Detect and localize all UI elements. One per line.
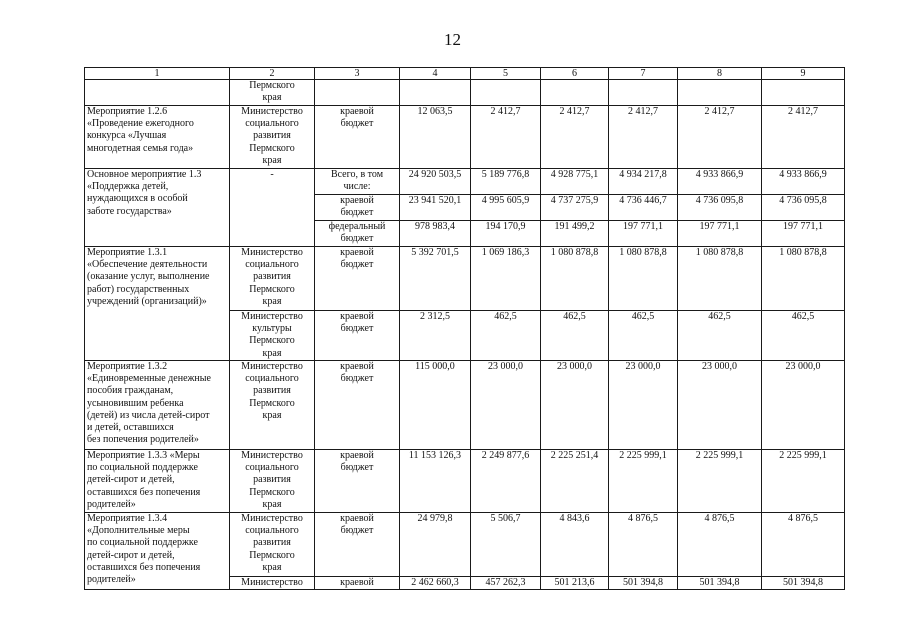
table-row xyxy=(85,513,845,577)
value-cell xyxy=(471,80,541,106)
executor-cell: Министерство xyxy=(230,577,315,590)
value-cell: 2 225 999,1 xyxy=(678,450,762,513)
value-cell: 197 771,1 xyxy=(609,221,678,247)
value-cell: 23 000,0 xyxy=(541,361,609,450)
value-cell: 462,5 xyxy=(762,311,845,361)
header-cell: 7 xyxy=(609,68,678,80)
value-cell: 1 080 878,8 xyxy=(762,247,845,311)
value-cell xyxy=(678,80,762,106)
value-cell: 5 392 701,5 xyxy=(400,247,471,311)
value-cell: 4 934 217,8 xyxy=(609,169,678,195)
executor-cell: Министерство социального развития Пермского края xyxy=(230,361,315,450)
value-cell: 23 000,0 xyxy=(678,361,762,450)
value-cell: 1 080 878,8 xyxy=(678,247,762,311)
header-cell: 6 xyxy=(541,68,609,80)
value-cell: 4 736 095,8 xyxy=(762,195,845,221)
value-cell: 2 412,7 xyxy=(678,106,762,169)
value-cell: 462,5 xyxy=(541,311,609,361)
value-cell: 978 983,4 xyxy=(400,221,471,247)
value-cell: 2 312,5 xyxy=(400,311,471,361)
value-cell: 197 771,1 xyxy=(762,221,845,247)
source-cell: Всего, в том числе: xyxy=(315,169,400,195)
source-cell: краевой бюджет xyxy=(315,361,400,450)
page-number: 12 xyxy=(444,30,461,49)
value-cell: 5 189 776,8 xyxy=(471,169,541,195)
value-cell: 197 771,1 xyxy=(678,221,762,247)
header-cell: 3 xyxy=(315,68,400,80)
table-row xyxy=(85,80,845,106)
executor-cell: Министерство социального развития Пермского края xyxy=(230,450,315,513)
source-cell xyxy=(315,80,400,106)
source-cell: краевой бюджет xyxy=(315,450,400,513)
value-cell: 23 941 520,1 xyxy=(400,195,471,221)
value-cell xyxy=(762,80,845,106)
activity-cell: Мероприятие 1.3.2 «Единовременные денежные пособия гражданам, усыновившим ребенка (детей) из числа детей-сирот и детей, оставшихся без попечения родителей» xyxy=(85,361,230,450)
value-cell xyxy=(609,80,678,106)
header-cell: 5 xyxy=(471,68,541,80)
source-cell: краевой бюджет xyxy=(315,247,400,311)
value-cell: 1 080 878,8 xyxy=(541,247,609,311)
value-cell xyxy=(541,80,609,106)
value-cell: 2 412,7 xyxy=(541,106,609,169)
source-cell: краевой бюджет xyxy=(315,513,400,577)
table-row xyxy=(85,106,845,169)
executor-cell: - xyxy=(230,169,315,247)
value-cell: 24 979,8 xyxy=(400,513,471,577)
value-cell: 11 153 126,3 xyxy=(400,450,471,513)
value-cell: 4 933 866,9 xyxy=(678,169,762,195)
activity-cell xyxy=(85,80,230,106)
table-row xyxy=(85,169,845,195)
value-cell: 462,5 xyxy=(471,311,541,361)
value-cell: 23 000,0 xyxy=(762,361,845,450)
value-cell: 501 394,8 xyxy=(609,577,678,590)
value-cell: 191 499,2 xyxy=(541,221,609,247)
value-cell: 4 843,6 xyxy=(541,513,609,577)
value-cell: 501 213,6 xyxy=(541,577,609,590)
value-cell: 4 933 866,9 xyxy=(762,169,845,195)
activity-cell: Мероприятие 1.3.3 «Меры по социальной поддержке детей-сирот и детей, оставшихся без попечения родителей» xyxy=(85,450,230,513)
executor-cell: Министерство социального развития Пермского края xyxy=(230,247,315,311)
activity-cell: Основное мероприятие 1.3 «Поддержка детей, нуждающихся в особой заботе государства» xyxy=(85,169,230,247)
table-row xyxy=(85,361,845,450)
header-cell: 8 xyxy=(678,68,762,80)
table-row xyxy=(85,450,845,513)
value-cell: 2 225 251,4 xyxy=(541,450,609,513)
value-cell: 462,5 xyxy=(609,311,678,361)
value-cell: 23 000,0 xyxy=(471,361,541,450)
executor-cell: Пермского края xyxy=(230,80,315,106)
value-cell xyxy=(400,80,471,106)
value-cell: 4 876,5 xyxy=(762,513,845,577)
value-cell: 4 737 275,9 xyxy=(541,195,609,221)
value-cell: 4 736 446,7 xyxy=(609,195,678,221)
value-cell: 1 069 186,3 xyxy=(471,247,541,311)
source-cell: федеральный бюджет xyxy=(315,221,400,247)
table-row xyxy=(85,247,845,311)
value-cell: 2 462 660,3 xyxy=(400,577,471,590)
executor-cell: Министерство социального развития Пермского края xyxy=(230,513,315,577)
value-cell: 462,5 xyxy=(678,311,762,361)
value-cell: 2 412,7 xyxy=(471,106,541,169)
executor-cell: Министерство культуры Пермского края xyxy=(230,311,315,361)
value-cell: 2 412,7 xyxy=(609,106,678,169)
header-cell: 9 xyxy=(762,68,845,80)
value-cell: 194 170,9 xyxy=(471,221,541,247)
value-cell: 4 876,5 xyxy=(678,513,762,577)
header-cell: 1 xyxy=(85,68,230,80)
header-cell: 2 xyxy=(230,68,315,80)
value-cell: 5 506,7 xyxy=(471,513,541,577)
activity-cell: Мероприятие 1.2.6 «Проведение ежегодного конкурса «Лучшая многодетная семья года» xyxy=(85,106,230,169)
value-cell: 457 262,3 xyxy=(471,577,541,590)
value-cell: 2 225 999,1 xyxy=(762,450,845,513)
value-cell: 501 394,8 xyxy=(762,577,845,590)
header-cell: 4 xyxy=(400,68,471,80)
source-cell: краевой бюджет xyxy=(315,195,400,221)
value-cell: 12 063,5 xyxy=(400,106,471,169)
executor-cell: Министерство социального развития Пермского края xyxy=(230,106,315,169)
source-cell: краевой бюджет xyxy=(315,311,400,361)
activity-cell: Мероприятие 1.3.4 «Дополнительные меры по социальной поддержке детей-сирот и детей, оставшихся без попечения родителей» xyxy=(85,513,230,590)
value-cell: 501 394,8 xyxy=(678,577,762,590)
activity-cell: Мероприятие 1.3.1 «Обеспечение деятельности (оказание услуг, выполнение работ) государственных учреждений (организаций)» xyxy=(85,247,230,361)
value-cell: 4 995 605,9 xyxy=(471,195,541,221)
value-cell: 2 249 877,6 xyxy=(471,450,541,513)
value-cell: 2 412,7 xyxy=(762,106,845,169)
source-cell: краевой бюджет xyxy=(315,106,400,169)
value-cell: 2 225 999,1 xyxy=(609,450,678,513)
value-cell: 24 920 503,5 xyxy=(400,169,471,195)
value-cell: 4 736 095,8 xyxy=(678,195,762,221)
source-cell: краевой xyxy=(315,577,400,590)
budget-table xyxy=(84,67,845,590)
value-cell: 4 928 775,1 xyxy=(541,169,609,195)
value-cell: 4 876,5 xyxy=(609,513,678,577)
value-cell: 115 000,0 xyxy=(400,361,471,450)
header-row xyxy=(85,68,845,80)
value-cell: 1 080 878,8 xyxy=(609,247,678,311)
value-cell: 23 000,0 xyxy=(609,361,678,450)
